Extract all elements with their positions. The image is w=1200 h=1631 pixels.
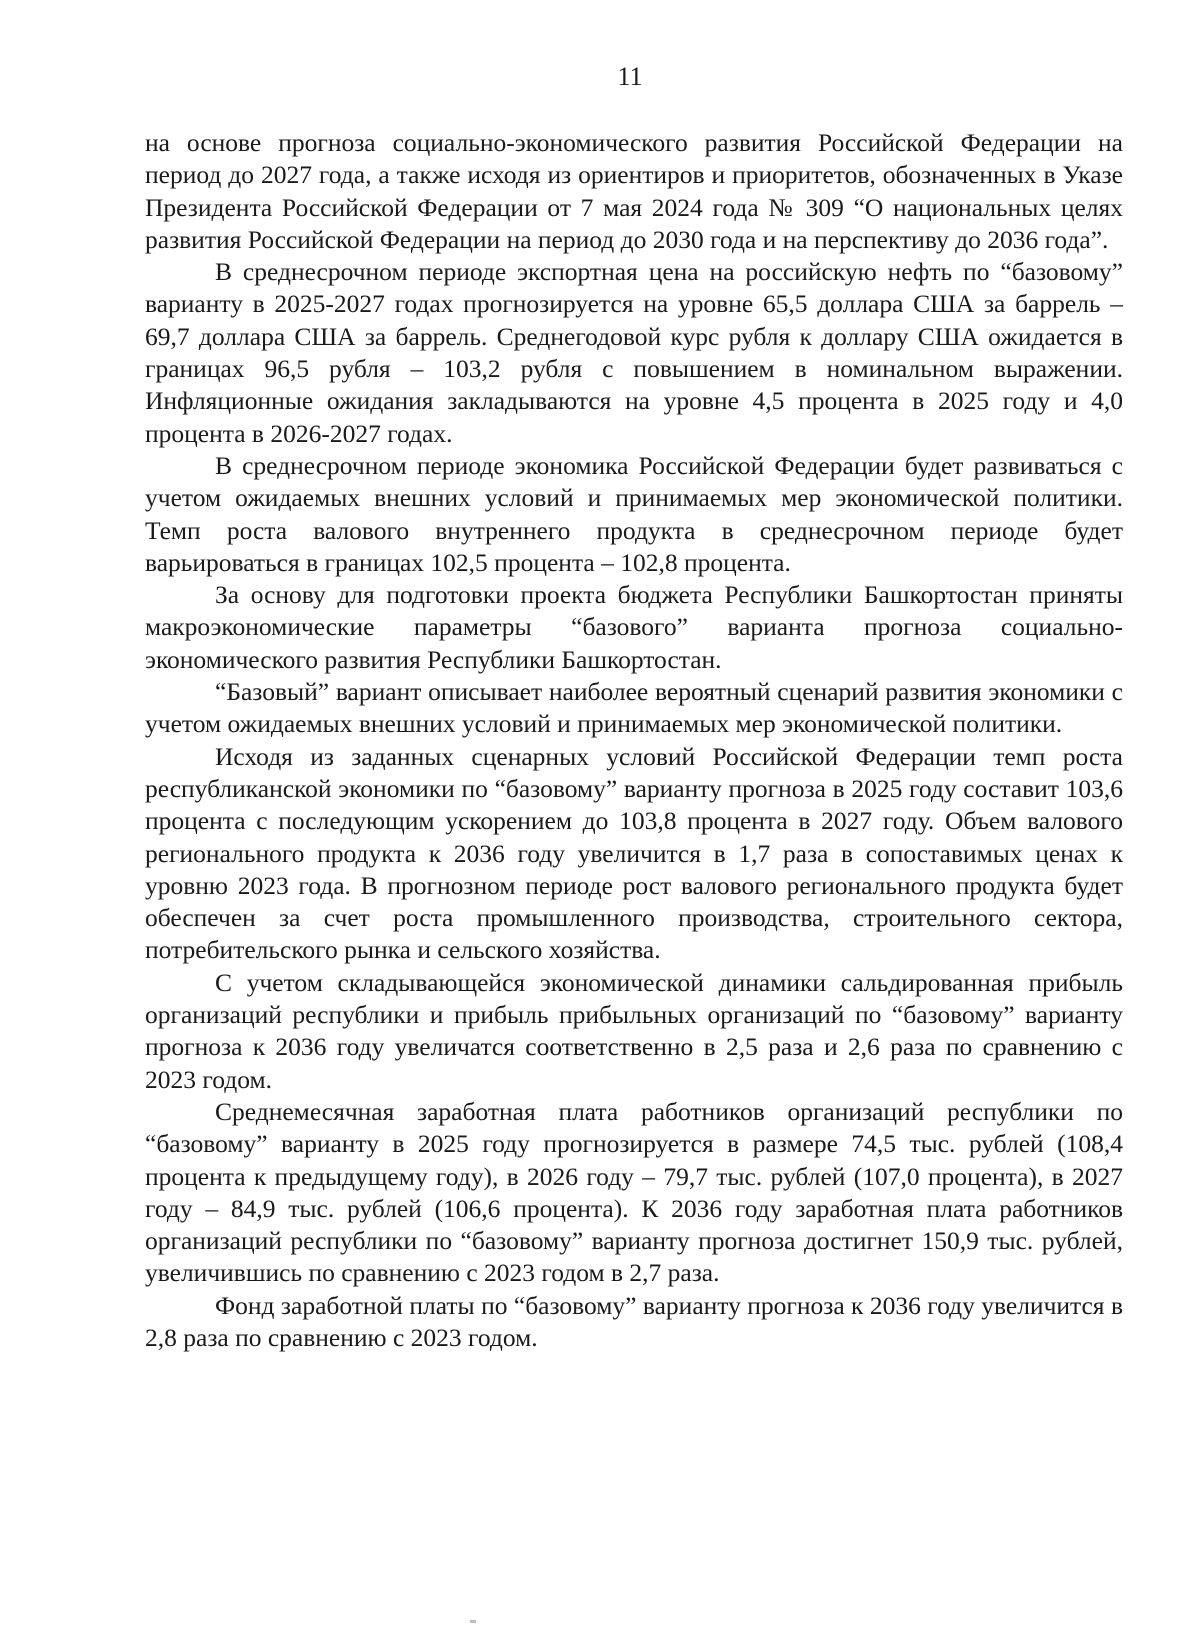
page-number: 11 — [617, 62, 643, 91]
scan-artifact — [470, 1620, 476, 1623]
paragraph-regional-growth: Исходя из заданных сценарных условий Российской Федерации темп роста республиканской экономики по “базовому” варианту прогноза в 2025 году составит 103,6 процента с последующим ускорением до 103,8 процента в 2027 году. Объем валового регионального продукта к 2036 году увеличится в 1,7 раза в сопоставимых ценах к уровню 2023 года. В прогнозном периоде рост валового регионального продукта будет обеспечен за счет роста промышленного производства, строительного сектора, потребительского рынка и сельского хозяйства. — [145, 741, 1123, 965]
paragraph-base-scenario: “Базовый” вариант описывает наиболее вероятный сценарий развития экономики с учетом ожидаемых внешних условий и принимаемых мер экономической политики. — [145, 677, 1123, 739]
document-body — [145, 127, 1123, 1354]
paragraph-rf-economy: В среднесрочном периоде экономика Российской Федерации будет развиваться с учетом ожидаемых внешних условий и принимаемых мер экономической политики. Темп роста валового внутреннего продукта в среднесрочном периоде будет варьироваться в границах 102,5 процента – 102,8 процента. — [145, 450, 1123, 577]
paragraph-oil-price-forecast: В среднесрочном периоде экспортная цена на российскую нефть по “базовому” варианту в 2025-2027 годах прогнозируется на уровне 65,5 доллара США за баррель – 69,7 доллара США за баррель. Среднегодовой курс рубля к доллару США ожидается в границах 96,5 рубля – 103,2 рубля с повышением в номинальном выражении. Инфляционные ожидания закладываются на уровне 4,5 процента в 2025 году и 4,0 процента в 2026-2027 годах. — [145, 257, 1123, 448]
paragraph-wages: Среднемесячная заработная плата работников организаций республики по “базовому” варианту в 2025 году прогнозируется в размере 74,5 тыс. рублей (108,4 процента к предыдущему году), в 2026 году – 79,7 тыс. рублей (107,0 процента), в 2027 году – 84,9 тыс. рублей (106,6 процента). К 2036 году заработная плата работников организаций республики по “базовому” варианту прогноза достигнет 150,9 тыс. рублей, увеличившись по сравнению с 2023 годом в 2,7 раза. — [145, 1096, 1123, 1288]
paragraph-continuation: на основе прогноза социально-экономического развития Российской Федерации на период до 2027 года, а также исходя из ориентиров и приоритетов, обозначенных в Указе Президента Российской Федерации от 7 мая 2024 года № 309 “О национальных целях развития Российской Федерации на период до 2030 года и на перспективу до 2036 года”. — [145, 128, 1123, 254]
paragraph-budget-basis: За основу для подготовки проекта бюджета Республики Башкортостан приняты макроэкономические параметры “базового” варианта прогноза социально-экономического развития Республики Башкортостан. — [145, 580, 1123, 674]
paragraph-wage-fund: Фонд заработной платы по “базовому” варианту прогноза к 2036 году увеличится в 2,8 раза по сравнению с 2023 годом. — [145, 1290, 1123, 1352]
paragraph-profit: С учетом складывающейся экономической динамики сальдированная прибыль организаций республики и прибыль прибыльных организаций по “базовому” варианту прогноза к 2036 году увеличатся соответственно в 2,5 раза и 2,6 раза по сравнению с 2023 годом. — [145, 967, 1123, 1094]
